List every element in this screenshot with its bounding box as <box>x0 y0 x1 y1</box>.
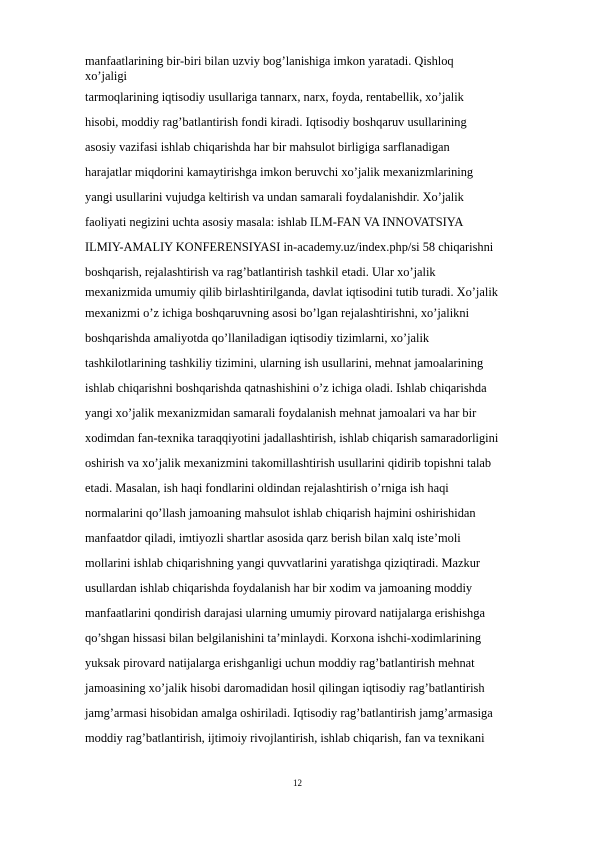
text-line: manfaatlarini qondirish darajasi ularning umumiy pirovard natijalarga erishishga <box>85 606 485 620</box>
text-line: jamoasining xo’jalik hisobi daromadidan hosil qilingan iqtisodiy rag’batlantirish <box>85 681 485 695</box>
text-line: xo’jaligi <box>85 69 127 83</box>
text-line: mollarini ishlab chiqarishning yangi quvvatlarini yaratishga qiziqtiradi. Mazkur <box>85 556 481 570</box>
text-line: hisobi, moddiy rag’batlantirish fondi kiradi. Iqtisodiy boshqaruv usullarining <box>85 115 467 129</box>
text-line: mexanizmi o’z ichiga boshqaruvning asosi bo’lgan rejalashtirishni, xo’jalikni <box>85 306 470 320</box>
text-line: tarmoqlarining iqtisodiy usullariga tannarx, narx, foyda, rentabellik, xo’jalik <box>85 90 464 104</box>
text-line: yangi usullarini vujudga keltirish va undan samarali foydalanishdir. Xo’jalik <box>85 190 464 204</box>
text-line: faoliyati negizini uchta asosiy masala: ishlab ILM-FAN VA INNOVATSIYA <box>85 215 464 229</box>
text-line: qo’shgan hissasi bilan belgilanishini ta’minlaydi. Korxona ishchi-xodimlarining <box>85 631 482 645</box>
text-line: harajatlar miqdorini kamaytirishga imkon beruvchi xo’jalik mexanizmlarining <box>85 165 474 179</box>
text-line: yuksak pirovard natijalarga erishganligi uchun moddiy rag’batlantirish mehnat <box>85 656 475 670</box>
text-line: jamg’armasi hisobidan amalga oshiriladi. Iqtisodiy rag’batlantirish jamg’armasiga <box>85 706 493 720</box>
text-line: moddiy rag’batlantirish, ijtimoiy rivojlantirish, ishlab chiqarish, fan va texnikani <box>85 731 485 745</box>
text-line: xodimdan fan-texnika taraqqiyotini jadallashtirish, ishlab chiqarish samaradorligini <box>85 431 499 445</box>
body-text <box>85 54 553 751</box>
text-line: ishlab chiqarishni boshqarishda qatnashishini o’z ichiga oladi. Ishlab chiqarishda <box>85 381 487 395</box>
text-line: manfaatlarining bir-biri bilan uzviy bog’lanishiga imkon yaratadi. Qishloq <box>85 54 454 68</box>
text-line: yangi xo’jalik mexanizmidan samarali foydalanish mehnat jamoalari va har bir <box>85 406 477 420</box>
text-line: mexanizmida umumiy qilib birlashtirilganda, davlat iqtisodini tutib turadi. Xo’jalik <box>85 285 498 299</box>
page-number: 12 <box>293 778 302 788</box>
text-line: manfaatdor qiladi, imtiyozli shartlar asosida qarz berish bilan xalq iste’moli <box>85 531 461 545</box>
text-line: etadi. Masalan, ish haqi fondlarini oldindan rejalashtirish o’rniga ish haqi <box>85 481 449 495</box>
text-line: usullardan ishlab chiqarishda foydalanish har bir xodim va jamoaning moddiy <box>85 581 473 595</box>
text-line: normalarini qo’llash jamoaning mahsulot ishlab chiqarish hajmini oshirishidan <box>85 506 476 520</box>
text-line: boshqarish, rejalashtirish va rag’batlantirish tashkil etadi. Ular xo’jalik <box>85 265 436 279</box>
text-line: oshirish va xo’jalik mexanizmini takomillashtirish usullarini qidirib topishni talab <box>85 456 492 470</box>
text-line: boshqarishda amaliyotda qo’llaniladigan iqtisodiy tizimlarni, xo’jalik <box>85 331 430 345</box>
text-line: tashkilotlarining tashkiliy tizimini, ularning ish usullarini, mehnat jamoalarining <box>85 356 484 370</box>
text-line: ILMIY-AMALIY KONFERENSIYASI in-academy.uz/index.php/si 58 chiqarishni <box>85 240 494 254</box>
text-line: asosiy vazifasi ishlab chiqarishda har bir mahsulot birligiga sarflanadigan <box>85 140 450 154</box>
